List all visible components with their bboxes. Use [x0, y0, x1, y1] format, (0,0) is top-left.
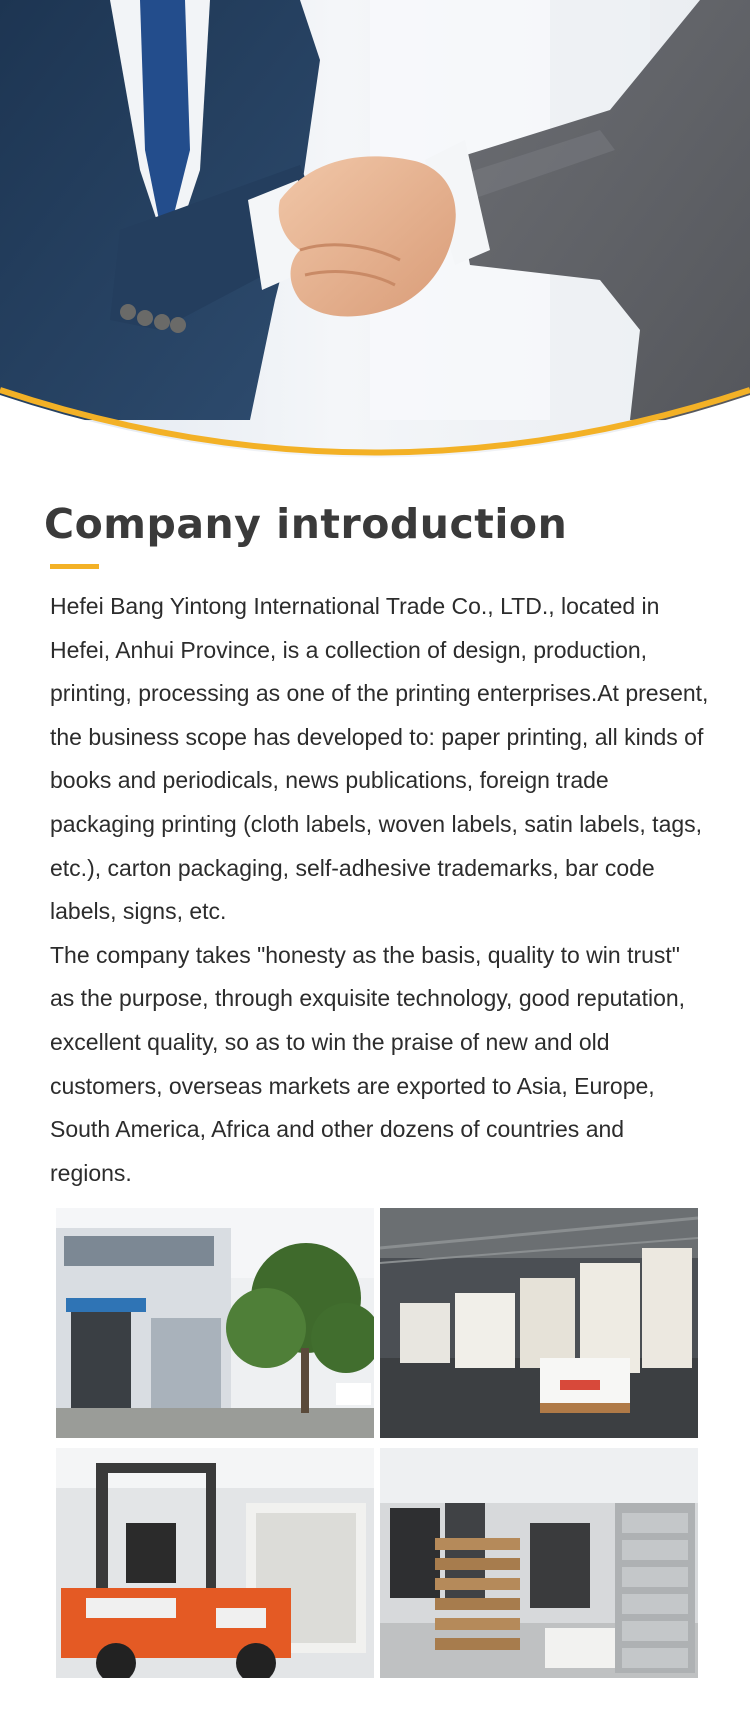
photo-pallets-workshop: [380, 1448, 698, 1678]
intro-paragraph-2: The company takes "honesty as the basis, quality to win trust" as the purpose, through exquisite technology, good reputation, excellent quality, so as to win the praise of new and old customers, overseas markets are exported to Asia, Europe, South America, Africa and other dozens of countries and regions.: [50, 941, 686, 1186]
section-title: Company introduction: [44, 500, 568, 548]
intro-paragraph-1: Hefei Bang Yintong International Trade Co., LTD., located in Hefei, Anhui Province, is a collection of design, production, printing, processing as one of the printing enterprises.At present, the business scope has developed to: paper printing, all kinds of books and periodicals, news publications, foreign trade packaging printing (cloth labels, woven labels, satin labels, tags, etc.), carton packaging, self-adhesive trademarks, bar code labels, signs, etc.: [50, 593, 709, 925]
title-accent-bar: [50, 564, 99, 569]
photo-paper-warehouse: [380, 1208, 698, 1438]
photo-gallery: [56, 1208, 698, 1678]
photo-building-exterior: [56, 1208, 374, 1438]
intro-text: [50, 585, 710, 1195]
photo-forklift: [56, 1448, 374, 1678]
handshake-image: [0, 0, 750, 470]
hero-banner: [0, 0, 750, 470]
